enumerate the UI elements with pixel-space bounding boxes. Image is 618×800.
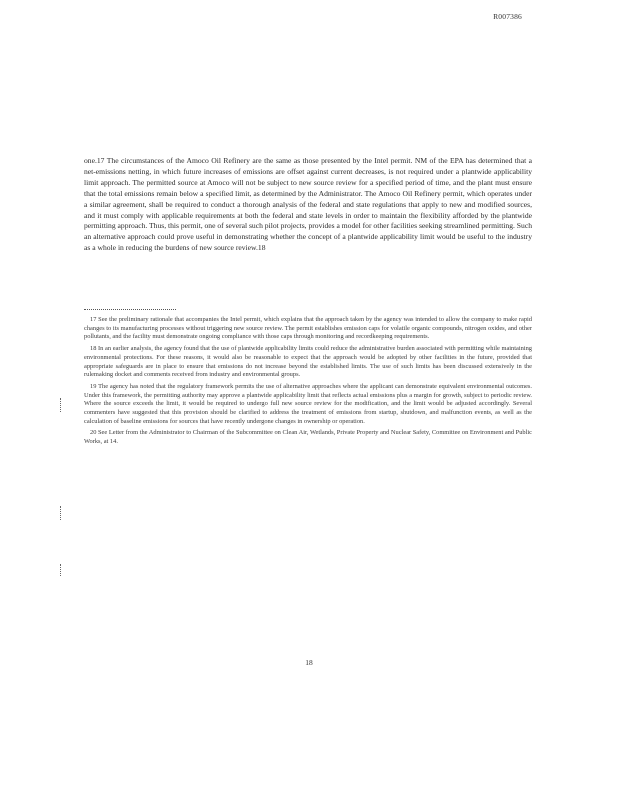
document-id: R007386	[493, 12, 522, 21]
body-paragraph: one.17 The circumstances of the Amoco Oil Refinery are the same as those presented by the Intel permit. NM of the EPA has determined that a net-emissions netting, in which future increases of emissions are offset against current decreases, is not required under a plantwide applicability limit approach. The permitted source at Amoco will not be subject to new source review for a specified period of time, and the plant must ensure that the total emissions remain below a specified limit, as determined by the Administrator. The Amoco Oil Refinery permit, which operates under a similar agreement, shall be required to conduct a thorough analysis of the federal and state regulations that apply to new and modified sources, and it must comply with applicable requirements at both the federal and state levels in order to maintain the flexibility afforded by the plantwide permitting approach. Thus, this permit, one of several such pilot projects, provides a model for other facilities seeking streamlined permitting. Such an alternative approach could prove useful in demonstrating whether the concept of a plantwide applicability limit would be useful to the industry as a whole in reducing the burdens of new source review.18	[84, 156, 532, 253]
margin-change-bar	[60, 506, 63, 520]
footnote-19: 19 The agency has noted that the regulatory framework permits the use of alternative approaches where the applicant can demonstrate equivalent environmental outcomes. Under this framework, the permitting authority may approve a plantwide applicability limit that reflects actual emissions plus a margin for growth, subject to periodic review. Where the source exceeds the limit, it would be required to undergo full new source review for the modification, and the limit would be adjusted accordingly. Several commenters have suggested that this provision should be clarified to address the treatment of emissions from startup, shutdown, and malfunction events, as well as the calculation of baseline emissions for sources that have recently undergone changes in ownership or operation.	[84, 382, 532, 425]
margin-change-bar	[60, 564, 63, 576]
page-number: 18	[305, 658, 313, 667]
margin-change-bar	[60, 398, 63, 412]
footnote-17: 17 See the preliminary rationale that accompanies the Intel permit, which explains that the approach taken by the agency was intended to allow the company to make rapid changes to its manufacturing processes without triggering new source review. The permit establishes emission caps for volatile organic compounds, nitrogen oxides, and other pollutants, and the facility must demonstrate ongoing compliance with those caps through monitoring and recordkeeping requirements.	[84, 316, 532, 341]
footnote-separator	[84, 309, 176, 310]
footnotes-section	[84, 316, 532, 450]
footnote-18: 18 In an earlier analysis, the agency found that the use of plantwide applicability limits could reduce the administrative burden associated with permitting while maintaining environmental protections. For these reasons, it would also be reasonable to expect that the approach would be adopted by other facilities in the future, provided that appropriate safeguards are in place to ensure that emissions do not increase beyond the established limits. The use of such limits has been discussed extensively in the rulemaking docket and comments received from industry and environmental groups.	[84, 345, 532, 379]
footnote-20: 20 See Letter from the Administrator to Chairman of the Subcommittee on Clean Air, Wetlands, Private Property and Nuclear Safety, Committee on Environment and Public Works, at 14.	[84, 429, 532, 446]
